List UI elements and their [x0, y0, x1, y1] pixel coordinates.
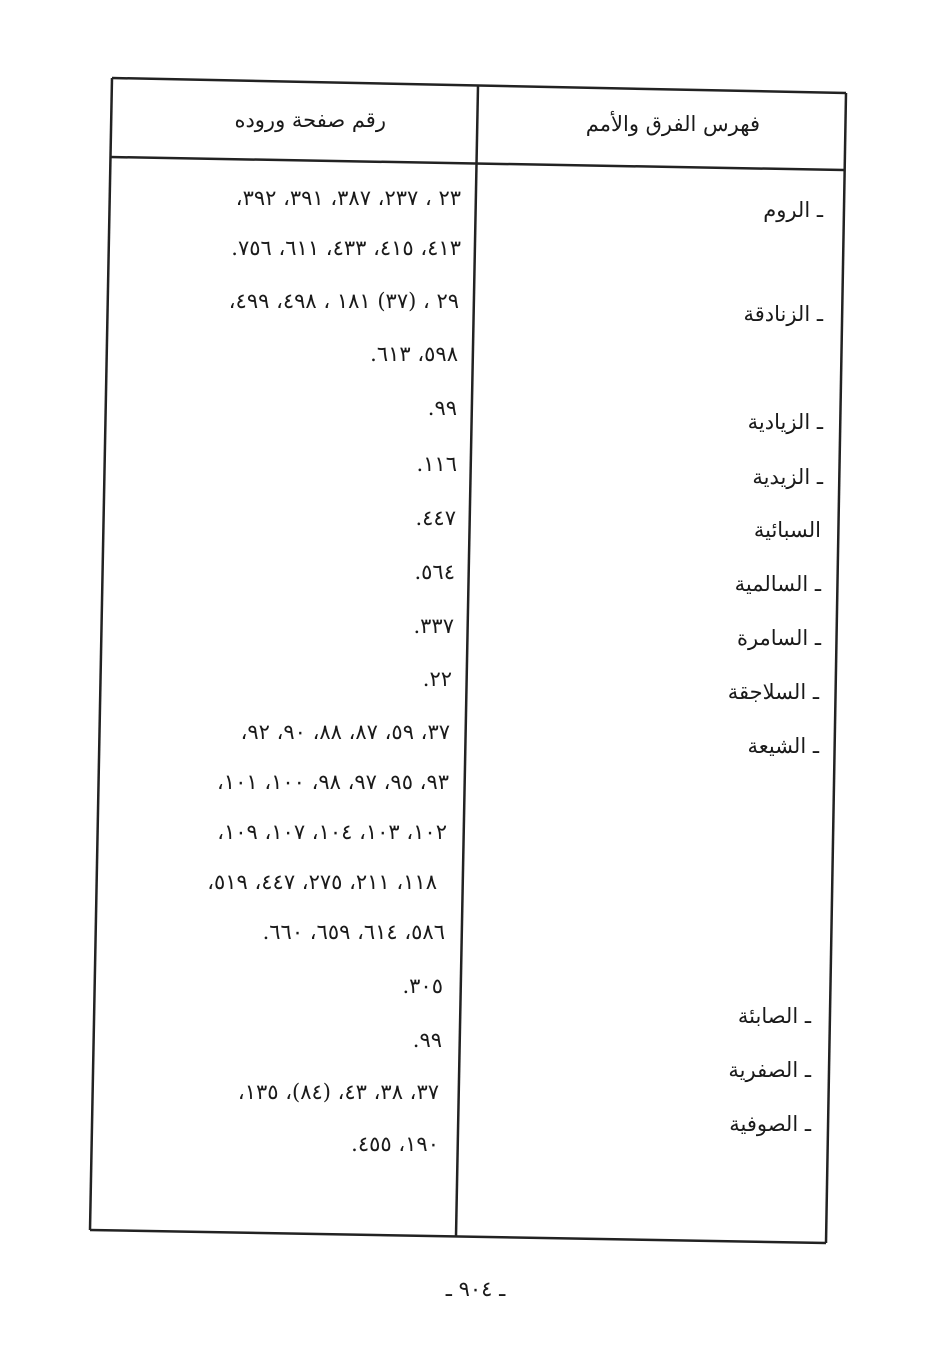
entry-name: ـ الزيادية [747, 410, 823, 434]
page-number: ـ ٩٠٤ ـ [445, 1277, 506, 1301]
entry-name: ـ الشيعة [747, 734, 819, 758]
page-line: ١١٨، ٢١١، ٢٧٥، ٤٤٧، ٥١٩، [207, 870, 437, 894]
entry-name: ـ السلاجقة [727, 680, 819, 704]
page-line: ٢٢. [422, 667, 452, 691]
page-line: ٣٠٥. [402, 974, 443, 998]
page-line: ١١٦. [416, 452, 457, 476]
entry-name: ـ الصفرية [728, 1058, 811, 1082]
page-line: ٤٤٧. [415, 506, 456, 530]
entry-name: ـ الزيدية [752, 465, 823, 489]
entry-name: ـ الزنادقة [743, 302, 823, 326]
column-header-pages: رقم صفحة وروده [234, 108, 386, 132]
page-line: ٩٩. [427, 396, 457, 420]
entry-name: ـ السالمية [734, 572, 821, 596]
page-line: ٣٣٧. [413, 614, 454, 638]
page-line: ٣٧، ٣٨، ٤٣، (٨٤)، ١٣٥، [237, 1080, 439, 1104]
page-line: ٣٧، ٥٩، ٨٧، ٨٨، ٩٠، ٩٢، [240, 720, 450, 744]
page-line: ١٩٠، ٤٥٥. [351, 1132, 439, 1156]
page-line: ١٠٢، ١٠٣، ١٠٤، ١٠٧، ١٠٩، [217, 820, 447, 844]
entry-name: ـ السامرة [736, 626, 821, 650]
entry-name: السبائية [753, 518, 821, 542]
entry-name: ـ الصوفية [729, 1112, 811, 1136]
page-line: ٥٦٤. [414, 560, 455, 584]
column-header-groups: فهرس الفرق والأمم [585, 112, 760, 136]
page-line: ٩٩. [412, 1028, 442, 1052]
page-line: ٢٣ ، ٢٣٧، ٣٨٧، ٣٩١، ٣٩٢، [235, 186, 461, 210]
page-line: ٤١٣، ٤١٥، ٤٣٣، ٦١١، ٧٥٦. [231, 236, 461, 260]
entry-name: ـ الروم [763, 198, 823, 222]
entry-name: ـ الصابئة [737, 1004, 811, 1028]
page-line: ٢٩ ، (٣٧) ١٨١ ، ٤٩٨، ٤٩٩، [228, 289, 459, 313]
page-line: ٥٨٦، ٦١٤، ٦٥٩، ٦٦٠. [262, 920, 445, 944]
page-line: ٩٣، ٩٥، ٩٧، ٩٨، ١٠٠، ١٠١، [217, 770, 449, 794]
page-line: ٥٩٨، ٦١٣. [370, 342, 458, 366]
